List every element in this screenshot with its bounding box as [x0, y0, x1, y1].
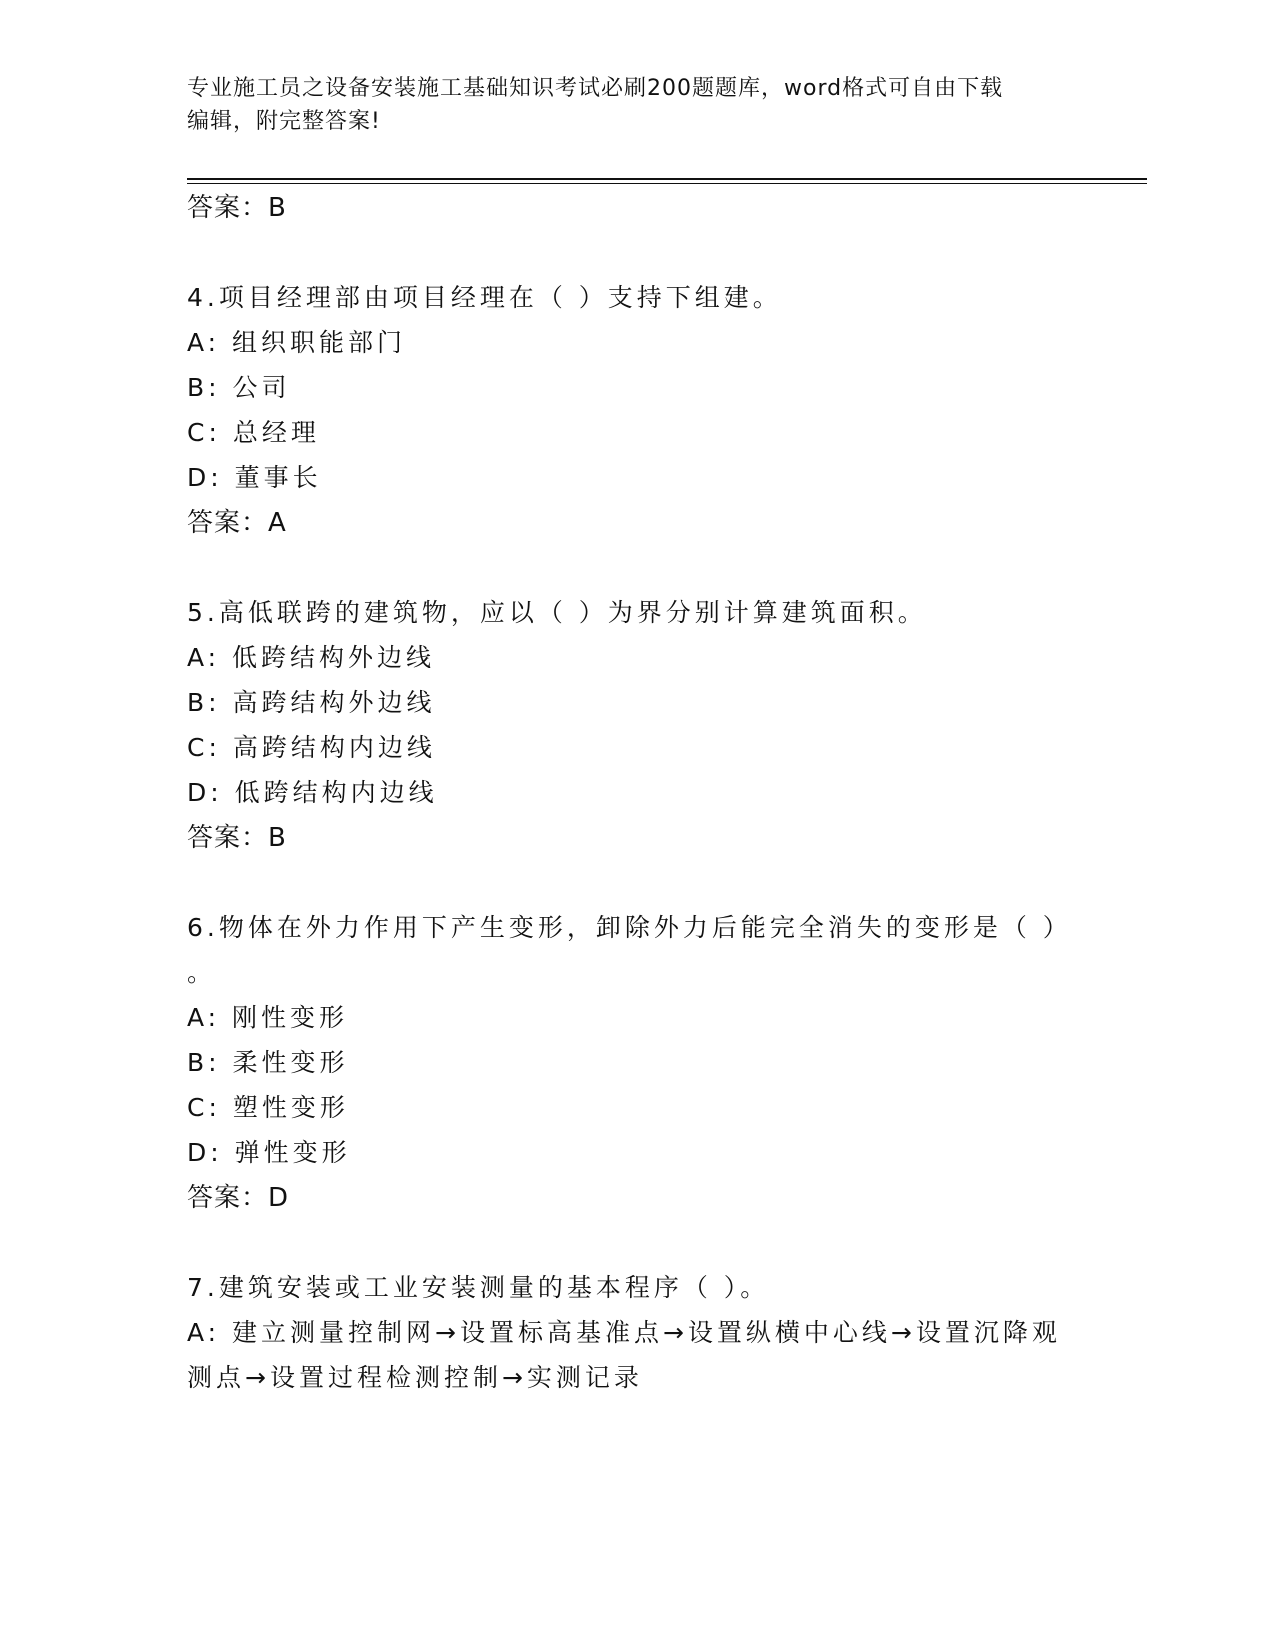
- question-7-option-a: A: 建立测量控制网→设置标高基准点→设置纵横中心线→设置沉降观: [187, 1318, 1061, 1347]
- question-5-option-b: B: 高跨结构外边线: [187, 688, 436, 717]
- question-6-option-a: A: 刚性变形: [187, 1003, 349, 1032]
- question-6-answer: 答案：D: [187, 1183, 290, 1213]
- header-line-1: 专业施工员之设备安装施工基础知识考试必刷200题题库，word格式可自由下载: [187, 76, 1004, 101]
- question-4-stem: 4.项目经理部由项目经理在（ ）支持下组建。: [187, 283, 782, 312]
- question-7-option-a-continued: 测点→设置过程检测控制→实测记录: [187, 1363, 643, 1392]
- header-line-2: 编辑，附完整答案!: [187, 109, 381, 134]
- question-6-stem: 6.物体在外力作用下产生变形，卸除外力后能完全消失的变形是（ ）: [187, 913, 1072, 942]
- question-5-answer: 答案：B: [187, 823, 287, 853]
- question-4-option-b: B: 公司: [187, 373, 291, 402]
- question-7-stem: 7.建筑安装或工业安装测量的基本程序（ ）。: [187, 1273, 770, 1302]
- question-6-option-d: D: 弹性变形: [187, 1138, 351, 1167]
- header-rule-thick: [187, 178, 1147, 180]
- question-4-answer: 答案：A: [187, 508, 287, 538]
- question-6-stem-continued: 。: [187, 958, 217, 987]
- header-rule-thin: [187, 183, 1147, 184]
- question-4-option-d: D: 董事长: [187, 463, 322, 492]
- question-6-option-c: C: 塑性变形: [187, 1093, 349, 1122]
- question-4-option-c: C: 总经理: [187, 418, 320, 447]
- question-5-option-d: D: 低跨结构内边线: [187, 778, 438, 807]
- question-4-option-a: A: 组织职能部门: [187, 328, 407, 357]
- question-6-option-b: B: 柔性变形: [187, 1048, 349, 1077]
- document-header: [187, 72, 1087, 138]
- previous-answer: 答案：B: [187, 193, 287, 223]
- question-5-stem: 5.高低联跨的建筑物，应以（ ）为界分别计算建筑面积。: [187, 598, 927, 627]
- question-5-option-a: A: 低跨结构外边线: [187, 643, 436, 672]
- question-5-option-c: C: 高跨结构内边线: [187, 733, 436, 762]
